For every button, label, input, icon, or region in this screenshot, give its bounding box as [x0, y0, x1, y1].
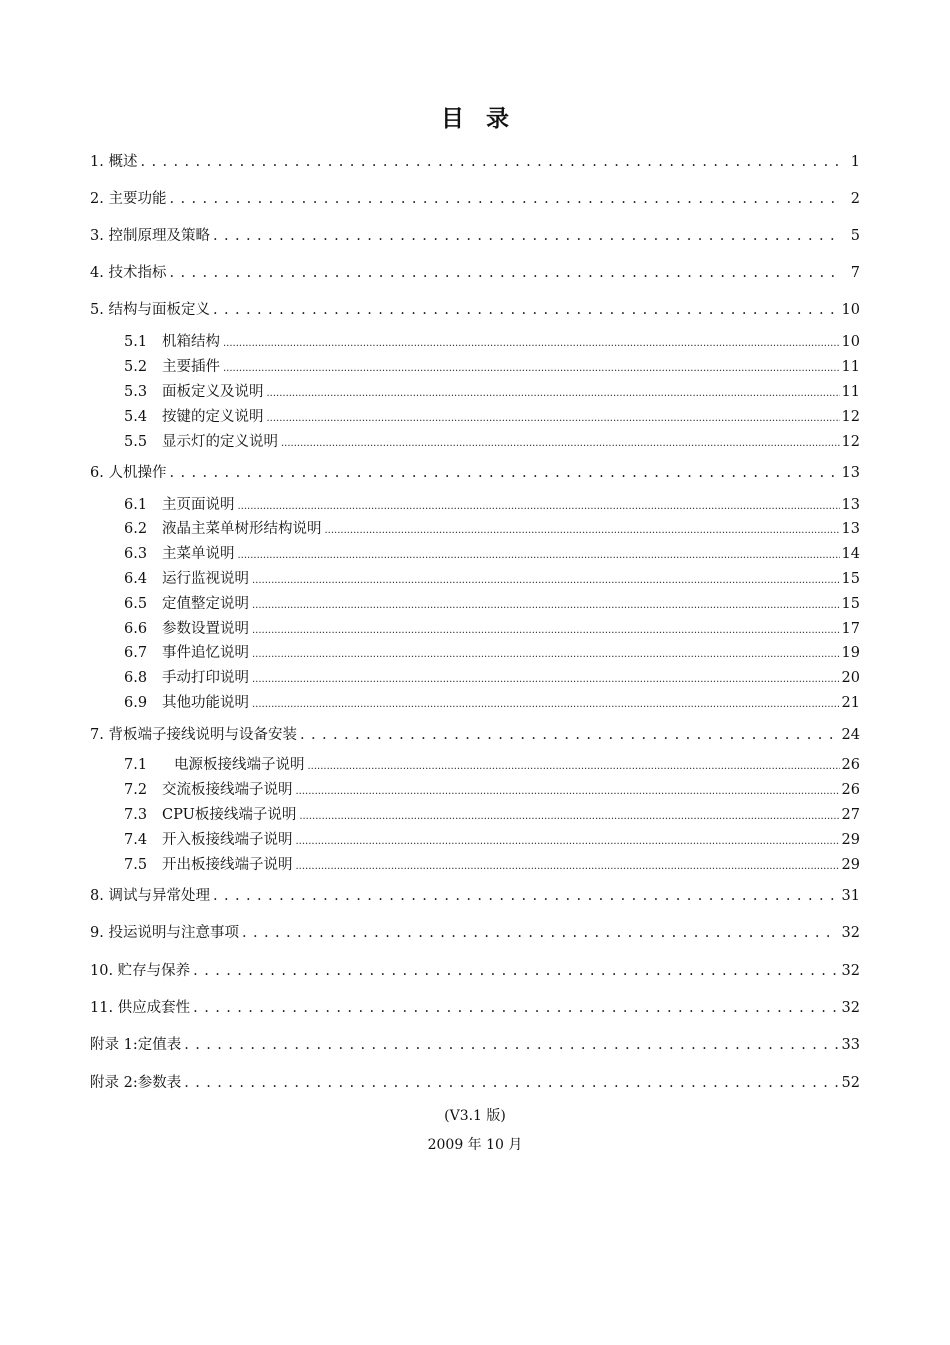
toc-entry-title: 控制原理及策略	[108, 228, 210, 244]
toc-entry-number: 5.	[90, 302, 104, 318]
toc-entry-title: 参数设置说明	[162, 621, 249, 637]
toc-entry-title: 运行监视说明	[162, 571, 249, 587]
toc-leader	[169, 465, 837, 481]
toc-entry-title: CPU板接线端子说明	[162, 807, 297, 823]
toc-entry-number: 6.	[90, 465, 104, 481]
toc-entry[interactable]	[90, 884, 860, 905]
toc-entry-title: 主页面说明	[162, 497, 235, 513]
toc-entry[interactable]	[90, 298, 860, 319]
toc-entry-number: 7.1	[124, 757, 148, 773]
toc-entry-title: 贮存与保养	[117, 963, 191, 979]
toc-entry-number: 2.	[90, 191, 104, 207]
toc-subentry[interactable]	[124, 330, 860, 351]
toc-entry-number: 7.4	[124, 832, 148, 848]
toc-entry-number: 6.4	[124, 571, 148, 587]
toc-entry-page: 15	[841, 596, 860, 612]
date-label: 2009 年 10 月	[427, 1137, 523, 1153]
toc-subentry[interactable]	[124, 753, 860, 774]
toc-entry-page: 32	[841, 963, 860, 979]
toc-subentry[interactable]	[124, 405, 860, 426]
toc-entry-page: 12	[841, 409, 860, 425]
toc-entry-number: 4.	[90, 265, 104, 281]
toc-entry[interactable]	[90, 996, 860, 1017]
toc-entry-title: 概述	[108, 154, 138, 170]
toc-leader	[193, 963, 837, 979]
toc-entry-title: 背板端子接线说明与设备安装	[108, 727, 297, 743]
toc-leader	[140, 154, 840, 170]
toc-leader	[184, 1037, 837, 1053]
toc-entry-page: 17	[841, 621, 860, 637]
toc-entry[interactable]	[90, 187, 860, 208]
toc-entry-page: 20	[841, 670, 860, 686]
toc-entry-number: 5.3	[124, 384, 148, 400]
toc-leader	[238, 546, 840, 562]
toc-entry-title: 定值表	[137, 1037, 182, 1053]
toc-subentry[interactable]	[124, 778, 860, 799]
toc-leader	[223, 334, 840, 350]
toc-entry-title: 主菜单说明	[162, 546, 235, 562]
toc-entry-number: 附录 1:	[90, 1037, 138, 1053]
toc-subentry[interactable]	[124, 430, 860, 451]
toc-entry-number: 5.1	[124, 334, 148, 350]
toc-entry-number: 6.7	[124, 645, 148, 661]
toc-entry-number: 1.	[90, 154, 104, 170]
toc-entry-title: 结构与面板定义	[108, 302, 210, 318]
toc-entry-page: 15	[841, 571, 860, 587]
toc-leader	[242, 925, 838, 941]
toc-entry-page: 33	[841, 1037, 860, 1053]
toc-entry-number: 6.6	[124, 621, 148, 637]
toc-entry-title: 调试与异常处理	[108, 888, 210, 904]
toc-entry-page: 27	[841, 807, 860, 823]
toc-entry-number: 5.4	[124, 409, 148, 425]
toc-leader	[193, 1000, 837, 1016]
toc-entry-number: 7.3	[124, 807, 148, 823]
toc-entry-title: 主要插件	[162, 359, 220, 375]
toc-entry-page: 19	[841, 645, 860, 661]
toc-entry-number: 8.	[90, 888, 104, 904]
toc-entry-number: 7.2	[124, 782, 148, 798]
toc-entry-number: 6.9	[124, 695, 148, 711]
toc-entry-page: 31	[841, 888, 860, 904]
toc-entry-title: 按键的定义说明	[162, 409, 264, 425]
toc-entry-title: 事件追忆说明	[162, 645, 249, 661]
toc-entry-number: 7.	[90, 727, 104, 743]
toc-subentry[interactable]	[124, 517, 860, 538]
toc-entry-number: 6.8	[124, 670, 148, 686]
toc-entry-page: 10	[841, 334, 860, 350]
toc-leader	[252, 596, 840, 612]
toc-entry-page: 52	[841, 1075, 860, 1091]
toc-leader	[296, 832, 840, 848]
toc-entry-title: 开出板接线端子说明	[162, 857, 293, 873]
toc-leader	[213, 888, 838, 904]
toc-entry-page: 26	[841, 757, 860, 773]
toc-entry-title: 开入板接线端子说明	[162, 832, 293, 848]
toc-entry-page: 12	[841, 434, 860, 450]
toc-entry[interactable]	[90, 261, 860, 282]
toc-entry-title: 参数表	[137, 1075, 182, 1091]
toc-subentry[interactable]	[124, 666, 860, 687]
toc-entry-number: 3.	[90, 228, 104, 244]
toc-subentry[interactable]	[124, 567, 860, 588]
toc-entry-number: 附录 2:	[90, 1075, 138, 1091]
toc-entry-title: 交流板接线端子说明	[162, 782, 293, 798]
toc-leader	[223, 359, 840, 375]
toc-subentry[interactable]	[124, 853, 860, 874]
toc-entry-page: 32	[841, 1000, 860, 1016]
toc-entry-page: 5	[850, 228, 860, 244]
toc-leader	[252, 621, 840, 637]
toc-subentry[interactable]	[124, 380, 860, 401]
toc-entry-page: 29	[841, 857, 860, 873]
toc-subentry[interactable]	[124, 691, 860, 712]
toc-subentry[interactable]	[124, 828, 860, 849]
toc-leader	[296, 782, 840, 798]
toc-entry-title: 定值整定说明	[162, 596, 249, 612]
title-char-2: 录	[486, 106, 509, 132]
toc-entry-page: 13	[841, 521, 860, 537]
toc-leader	[252, 695, 840, 711]
toc-entry-page: 14	[841, 546, 860, 562]
toc-entry-number: 5.2	[124, 359, 148, 375]
toc-entry[interactable]	[90, 959, 860, 980]
toc-leader	[267, 409, 840, 425]
toc-subentry[interactable]	[124, 493, 860, 514]
toc-entry-number: 6.2	[124, 521, 148, 537]
toc-entry-number: 7.5	[124, 857, 148, 873]
toc-entry-title: 其他功能说明	[162, 695, 249, 711]
toc-leader	[169, 191, 840, 207]
toc-entry[interactable]	[90, 461, 860, 482]
toc-leader	[238, 497, 840, 513]
toc-entry-page: 11	[841, 359, 860, 375]
toc-entry[interactable]	[90, 1071, 860, 1092]
toc-leader	[325, 521, 840, 537]
toc-entry-number: 10.	[90, 963, 114, 979]
toc-subentry[interactable]	[124, 641, 860, 662]
page-title	[0, 100, 950, 133]
toc-entry[interactable]	[90, 224, 860, 245]
toc-leader	[300, 727, 838, 743]
toc-entry-title: 液晶主菜单树形结构说明	[162, 521, 322, 537]
toc-leader	[213, 302, 838, 318]
toc-entry[interactable]	[90, 723, 860, 744]
toc-entry-page: 21	[841, 695, 860, 711]
toc-entry-title: 主要功能	[108, 191, 167, 207]
toc-leader	[184, 1075, 837, 1091]
toc-entry-page: 24	[841, 727, 860, 743]
toc-entry-title: 投运说明与注意事项	[108, 925, 239, 941]
toc-entry-title: 供应成套性	[117, 1000, 191, 1016]
toc-entry-page: 10	[841, 302, 860, 318]
toc-leader	[281, 434, 840, 450]
toc-entry-number: 6.5	[124, 596, 148, 612]
toc-leader	[252, 670, 840, 686]
toc-entry-page: 7	[850, 265, 860, 281]
toc-entry-title: 机箱结构	[162, 334, 220, 350]
toc-entry-page: 11	[841, 384, 860, 400]
toc-entry-page: 1	[850, 154, 860, 170]
toc-entry-title: 电源板接线端子说明	[174, 757, 305, 773]
toc-entry-number: 6.1	[124, 497, 148, 513]
toc-entry-title: 面板定义及说明	[162, 384, 264, 400]
toc-entry[interactable]	[90, 1033, 860, 1054]
toc-entry-page: 2	[850, 191, 860, 207]
toc-entry-page: 26	[841, 782, 860, 798]
toc-leader	[252, 645, 840, 661]
version-label: (V3.1 版)	[444, 1108, 506, 1124]
toc-subentry[interactable]	[124, 355, 860, 376]
toc-leader	[252, 571, 840, 587]
toc-subentry[interactable]	[124, 592, 860, 613]
toc-entry-page: 32	[841, 925, 860, 941]
toc-leader	[169, 265, 840, 281]
toc-subentry[interactable]	[124, 617, 860, 638]
toc-leader	[267, 384, 840, 400]
toc-entry-number: 9.	[90, 925, 104, 941]
toc-subentry[interactable]	[124, 542, 860, 563]
toc-entry-title: 人机操作	[108, 465, 167, 481]
toc-entry-page: 29	[841, 832, 860, 848]
toc-entry[interactable]	[90, 921, 860, 942]
toc-entry[interactable]	[90, 150, 860, 171]
toc-entry-number: 6.3	[124, 546, 148, 562]
toc-entry-title: 手动打印说明	[162, 670, 249, 686]
toc-entry-page: 13	[841, 465, 860, 481]
toc-leader	[299, 807, 839, 823]
title-char-1: 目	[441, 106, 464, 132]
toc-entry-number: 5.5	[124, 434, 148, 450]
toc-subentry[interactable]	[124, 803, 860, 824]
toc-entry-number: 11.	[90, 1000, 114, 1016]
toc-entry-page: 13	[841, 497, 860, 513]
toc-leader	[213, 228, 840, 244]
toc-leader	[308, 757, 840, 773]
toc-leader	[296, 857, 840, 873]
toc-entry-title: 技术指标	[108, 265, 167, 281]
toc-entry-title: 显示灯的定义说明	[162, 434, 278, 450]
